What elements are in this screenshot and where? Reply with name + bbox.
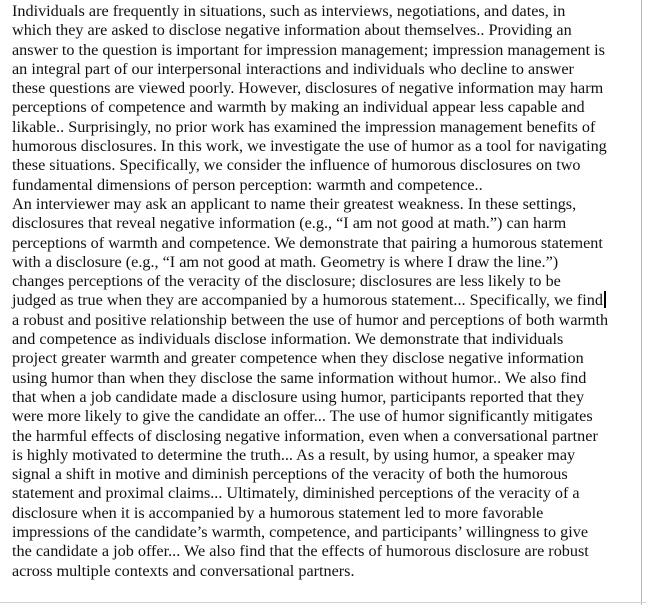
text-line: perceptions of warmth and competence. We demonstrate that pairing a humorous statement bbox=[12, 233, 603, 252]
text-line-with-cursor bbox=[4, 291, 638, 310]
text-line: with a disclosure (e.g., “I am not good at math. Geometry is where I draw the line.”) bbox=[12, 252, 559, 271]
text-line: perceptions of competence and warmth by making an individual appear less capable and bbox=[12, 98, 585, 117]
text-line: disclosures that reveal negative information (e.g., “I am not good at math.”) can harm bbox=[12, 214, 567, 233]
right-border bbox=[641, 0, 642, 605]
text-line: that when a job candidate made a disclosure using humor, participants reported that they bbox=[12, 387, 585, 406]
text-line: answer to the question is important for impression management; impression management is bbox=[12, 40, 605, 59]
text-line: these questions are viewed poorly. However, disclosures of negative information may harm bbox=[12, 79, 604, 98]
text-line: a robust and positive relationship between the use of humor and perceptions of both warmth bbox=[12, 310, 609, 329]
text-line: disclosure when it is accompanied by a humorous statement led to more favorable bbox=[12, 503, 544, 522]
text-line: and competence as individuals disclose information. We demonstrate that individuals bbox=[12, 330, 564, 349]
text-line: changes perceptions of the veracity of the disclosure; disclosures are less likely to be bbox=[12, 272, 561, 291]
text-line: the candidate a job offer... We also find that the effects of humorous disclosure are robust bbox=[12, 542, 589, 561]
text-line: using humor than when they disclose the same information without humor.. We also find bbox=[12, 368, 587, 387]
text-line: these situations. Specifically, we consider the influence of humorous disclosures on two bbox=[12, 156, 581, 175]
text-line: An interviewer may ask an applicant to name their greatest weakness. In these settings, bbox=[12, 194, 577, 213]
text-line: project greater warmth and greater competence when they disclose negative information bbox=[12, 349, 584, 368]
text-line: likable.. Surprisingly, no prior work has examined the impression management benefits of bbox=[12, 117, 596, 136]
text-line-content: judged as true when they are accompanied by a humorous statement... Specifically, we find bbox=[12, 291, 603, 310]
text-cursor bbox=[604, 291, 606, 308]
text-line: impressions of the candidate’s warmth, competence, and participants’ willingness to give bbox=[12, 523, 588, 542]
text-line: Individuals are frequently in situations, such as interviews, negotiations, and dates, in bbox=[12, 2, 566, 20]
text-line: were more likely to give the candidate an offer... The use of humor significantly mitigates bbox=[12, 407, 593, 426]
text-line: is highly motivated to determine the truth... As a result, by using humor, a speaker may bbox=[12, 445, 576, 464]
text-line: fundamental dimensions of person perception: warmth and competence.. bbox=[12, 175, 483, 194]
text-line: the harmful effects of disclosing negative information, even when a conversational partner bbox=[12, 426, 598, 445]
text-line: humorous disclosures. In this work, we investigate the use of humor as a tool for navigating bbox=[12, 137, 607, 156]
text-line: across multiple contexts and conversational partners. bbox=[12, 561, 355, 580]
text-line: an integral part of our interpersonal interactions and individuals who decline to answer bbox=[12, 59, 574, 78]
text-line: signal a shift in motive and diminish perceptions of the veracity of both the humorous bbox=[12, 465, 568, 484]
paragraph-1[interactable] bbox=[4, 2, 638, 195]
paragraph-2[interactable] bbox=[4, 195, 638, 581]
document-body[interactable] bbox=[4, 2, 638, 581]
text-line: which they are asked to disclose negative information about themselves.. Providing an bbox=[12, 21, 572, 40]
bottom-border bbox=[0, 602, 646, 603]
text-line: statement and proximal claims... Ultimately, diminished perceptions of the veracity of a bbox=[12, 484, 580, 503]
